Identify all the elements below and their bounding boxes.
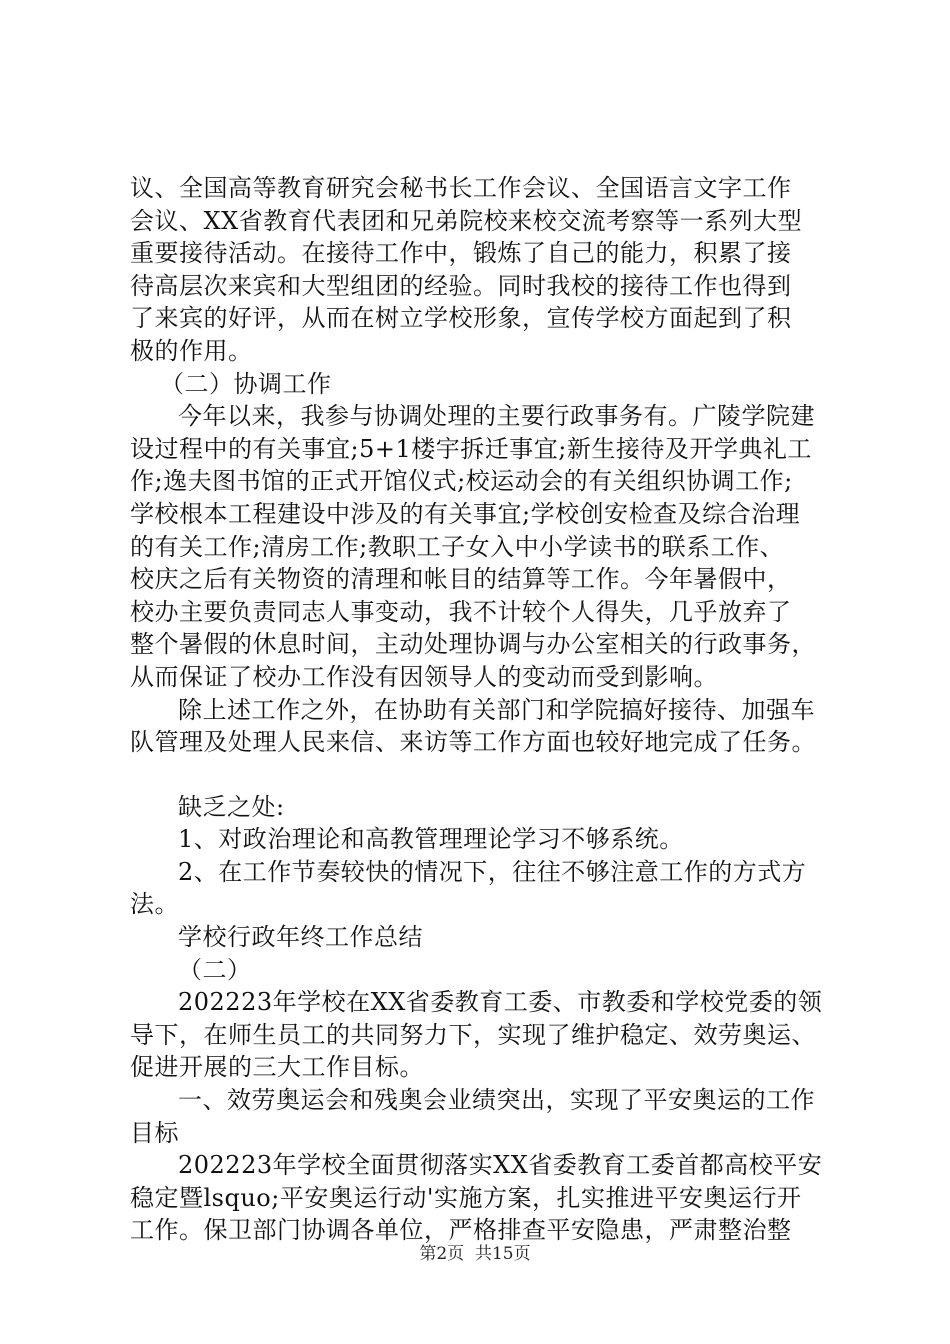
text-line: 除上述工作之外，在协助有关部门和学院搞好接待、加强车	[178, 695, 815, 724]
text-line: 会议、XX省教育代表团和兄弟院校来校交流考察等一系列大型	[130, 206, 803, 235]
text-line: 待高层次来宾和大型组团的经验。同时我校的接待工作也得到	[130, 271, 792, 300]
paragraph-other-work	[130, 694, 830, 759]
text-line: 目标	[130, 1118, 179, 1147]
text-line: 导下，在师生员工的共同努力下，实现了维护稳定、效劳奥运、	[130, 1020, 816, 1049]
text-line: 设过程中的有关事宜;5+1楼宇拆迁事宜;新生接待及开学典礼工	[130, 434, 812, 463]
second-document-subtitle: （二）	[178, 955, 252, 984]
paragraph-olympics-heading	[130, 1084, 830, 1149]
second-document-title: 学校行政年终工作总结	[178, 923, 423, 952]
text-line: 202223年学校在XX省委教育工委、市教委和学校党委的领	[178, 988, 823, 1017]
text-line: 工作。保卫部门协调各单位，严格排查平安隐患，严肃整治整	[130, 1216, 792, 1245]
text-line: 2、在工作节奏较快的情况下，往往不够注意工作的方式方	[178, 857, 807, 886]
shortcomings-item-2	[130, 856, 830, 921]
page-number: 第2页 共15页	[419, 1244, 531, 1264]
section-heading-coordination: （二）协调工作	[160, 369, 332, 398]
text-line: 的有关工作;清房工作;教职工子女入中小学读书的联系工作、	[130, 532, 785, 561]
text-line: 学校根本工程建设中涉及的有关事宜;学校创安检查及综合治理	[130, 499, 801, 528]
paragraph-coordination	[130, 400, 830, 693]
paragraph-safety	[130, 1149, 830, 1247]
shortcomings-item-1: 1、对政治理论和高教管理理论学习不够系统。	[178, 825, 684, 854]
paragraph-reception	[130, 172, 830, 368]
text-line: 队管理及处理人民来信、来访等工作方面也较好地完成了任务。	[130, 728, 816, 757]
text-line: 极的作用。	[130, 336, 253, 365]
text-line: 议、全国高等教育研究会秘书长工作会议、全国语言文字工作	[130, 174, 792, 202]
text-line: 今年以来，我参与协调处理的主要行政事务有。广陵学院建	[178, 402, 815, 431]
text-line: 重要接待活动。在接待工作中，锻炼了自己的能力，积累了接	[130, 239, 792, 268]
page-footer	[0, 1244, 950, 1264]
text-line: 作;逸夫图书馆的正式开馆仪式;校运动会的有关组织协调工作;	[130, 467, 793, 496]
blank-line	[130, 759, 830, 791]
text-line: 校办主要负责同志人事变动，我不计较个人得失，几乎放弃了	[130, 597, 792, 626]
text-line: 促进开展的三大工作目标。	[130, 1053, 424, 1082]
shortcomings-heading: 缺乏之处:	[178, 792, 285, 821]
text-line: 法。	[130, 890, 179, 919]
text-line: 整个暑假的休息时间，主动处理协调与办公室相关的行政事务，	[130, 630, 816, 659]
text-line: 了来宾的好评，从而在树立学校形象，宣传学校方面起到了积	[130, 304, 792, 333]
text-line: 从而保证了校办工作没有因领导人的变动而受到影响。	[130, 662, 718, 691]
text-line: 稳定暨lsquo;平安奥运行动'实施方案，扎实推进平安奥运行开	[130, 1183, 802, 1212]
text-line: 校庆之后有关物资的清理和帐目的结算等工作。今年暑假中，	[130, 565, 792, 594]
text-line: 202223年学校全面贯彻落实XX省委教育工委首都高校平安	[178, 1151, 823, 1180]
document-body	[130, 172, 830, 1247]
text-line: 一、效劳奥运会和残奥会业绩突出，实现了平安奥运的工作	[178, 1086, 815, 1115]
paragraph-annual-goals	[130, 986, 830, 1084]
